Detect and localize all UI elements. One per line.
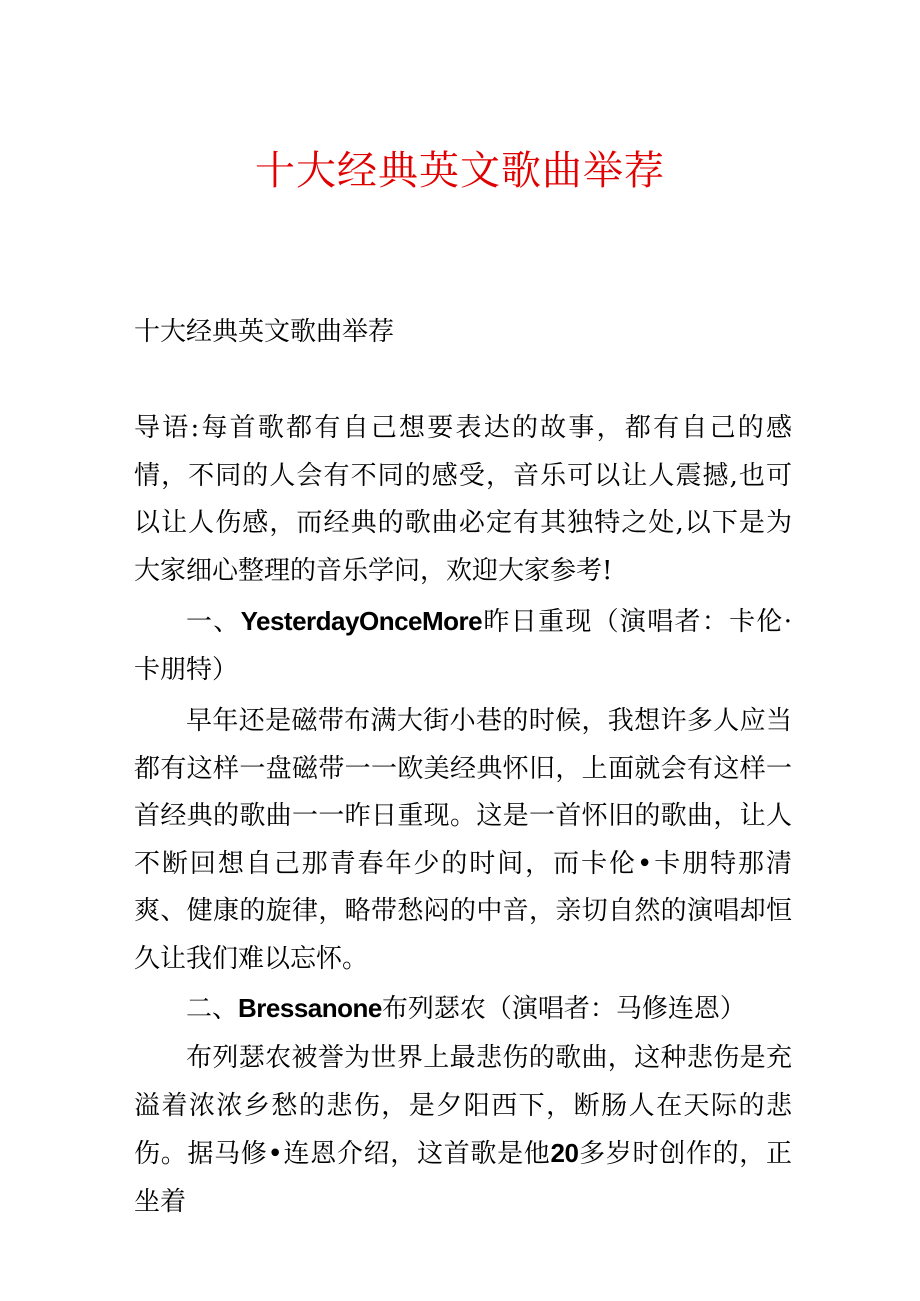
document-subtitle: 十大经典英文歌曲举荐 [134, 317, 395, 347]
section-2-heading-rest: 布列瑟农（演唱者：马修连恩） [381, 994, 746, 1024]
section-1-prefix: 一、 [186, 607, 241, 637]
section-2-heading [134, 985, 792, 1034]
document-title: 十大经典英文歌曲举荐 [255, 148, 665, 194]
section-1-song-title: YesterdayOnceMore [240, 606, 483, 636]
section-2-text-end: 多岁时创作的，正坐着 [134, 1139, 792, 1217]
section-1-heading [134, 598, 792, 694]
section-1-heading-rest: 昨日重现（演唱者：卡伦·卡朋特） [134, 607, 792, 685]
section-2-song-title: Bressanone [238, 993, 382, 1023]
section-2-number: 20 [550, 1138, 579, 1168]
section-1-paragraph: 早年还是磁带布满大街小巷的时候，我想许多人应当都有这样一盘磁带一一欧美经典怀旧，上面就会有这样一首经典的歌曲一一昨日重现。这是一首怀旧的歌曲，让人不断回想自己那青春年少的时间，而卡伦•卡朋特那清爽、健康的旋律，略带愁闷的中音，亲切自然的演唱却恒久让我们难以忘怀。 [134, 706, 792, 974]
intro-paragraph: 导语:每首歌都有自己想要表达的故事，都有自己的感情，不同的人会有不同的感受，音乐可以让人震撼,也可以让人伤感，而经典的歌曲必定有其独特之处,以下是为大家细心整理的音乐学问，欢迎大家参考! [134, 413, 792, 586]
section-2-paragraph [134, 1035, 792, 1226]
section-2-text-start: 布列瑟农被誉为世界上最悲伤的歌曲，这种悲伤是充溢着浓浓乡愁的悲伤，是夕阳西下，断肠人在天际的悲伤。据马修•连恩介绍，这首歌是他 [134, 1043, 792, 1169]
section-2-prefix: 二、 [186, 994, 239, 1024]
